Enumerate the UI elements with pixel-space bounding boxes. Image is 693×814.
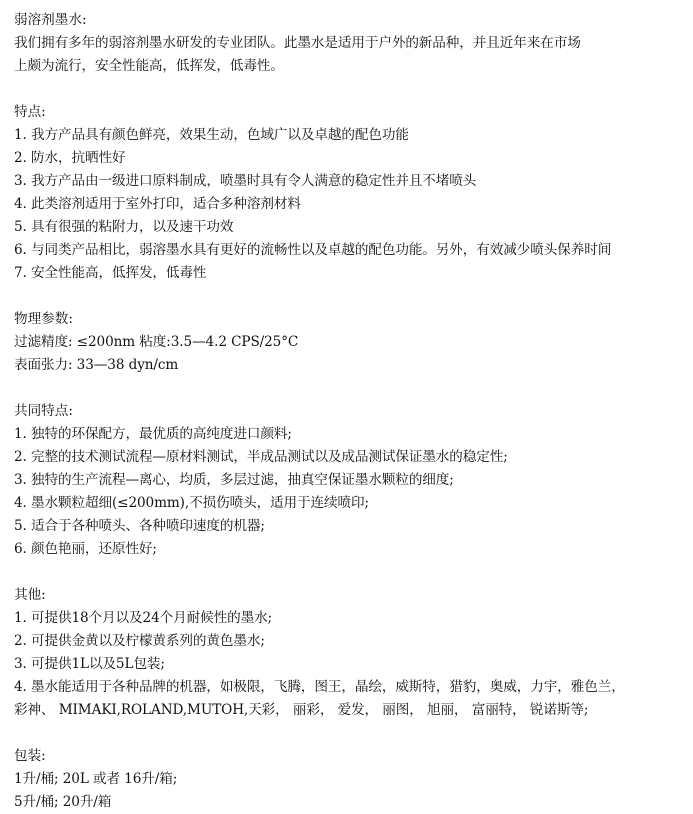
common-item: 5. 适合于各种喷头、各种喷印速度的机器; <box>14 518 265 534</box>
common-item: 4. 墨水颗粒超细(≤200mm),不损伤喷头，适用于连续喷印; <box>14 495 369 511</box>
feature-item: 1. 我方产品具有颜色鲜亮，效果生动，色域广以及卓越的配色功能 <box>14 127 409 143</box>
packing-title: 包装: <box>14 748 46 764</box>
common-title: 共同特点: <box>14 403 73 419</box>
other-item: 3. 可提供1L以及5L包装; <box>14 656 165 672</box>
spacer <box>14 285 693 308</box>
common-item: 1. 独特的环保配方，最优质的高纯度进口颜料; <box>14 426 292 442</box>
other-item: 1. 可提供18个月以及24个月耐候性的墨水; <box>14 610 273 626</box>
physical-line: 过滤精度: ≤200nm 粘度:3.5—4.2 CPS/25°C <box>14 334 299 350</box>
common-item: 2. 完整的技术测试流程—原材料测试，半成品测试以及成品测试保证墨水的稳定性; <box>14 449 508 465</box>
spacer <box>14 78 693 101</box>
packing-line: 1升/桶; 20L 或者 16升/箱; <box>14 771 178 787</box>
intro-title: 弱溶剂墨水: <box>14 12 87 28</box>
feature-item: 3. 我方产品由一级进口原料制成，喷墨时具有令人满意的稳定性并且不堵喷头 <box>14 173 477 189</box>
common-item: 3. 独特的生产流程—离心，均质，多层过滤，抽真空保证墨水颗粒的细度; <box>14 472 454 488</box>
spacer <box>14 722 693 745</box>
intro-line: 上颇为流行，安全性能高，低挥发，低毒性。 <box>14 58 284 74</box>
feature-item: 4. 此类溶剂适用于室外打印，适合多种溶剂材料 <box>14 196 301 212</box>
feature-item: 2. 防水，抗晒性好 <box>14 150 126 166</box>
features-title: 特点: <box>14 104 46 120</box>
spacer <box>14 377 693 400</box>
other-title: 其他: <box>14 587 46 603</box>
feature-item: 6. 与同类产品相比，弱溶墨水具有更好的流畅性以及卓越的配色功能。另外，有效减少喷头保养时间 <box>14 242 612 258</box>
physical-line: 表面张力: 33—38 dyn/cm <box>14 357 179 373</box>
other-item: 彩神、 MIMAKI,ROLAND,MUTOH,天彩， 丽彩， 爱发， 丽图， 旭丽， 富丽特， 锐诺斯等; <box>14 702 589 718</box>
common-item: 6. 颜色艳丽，还原性好; <box>14 541 157 557</box>
feature-item: 7. 安全性能高，低挥发，低毒性 <box>14 265 207 281</box>
other-item: 4. 墨水能适用于各种品牌的机器，如极限，飞腾，图王，晶绘，威斯特，猎豹，奥威，力宇，雅色兰， <box>14 679 625 695</box>
physical-title: 物理参数: <box>14 311 73 327</box>
spacer <box>14 561 693 584</box>
intro-line: 我们拥有多年的弱溶剂墨水研发的专业团队。此墨水是适用于户外的新品种，并且近年来在市场 <box>14 35 581 51</box>
other-item: 2. 可提供金黄以及柠檬黄系列的黄色墨水; <box>14 633 265 649</box>
feature-item: 5. 具有很强的粘附力，以及速干功效 <box>14 219 234 235</box>
packing-line: 5升/桶; 20升/箱 <box>14 794 112 810</box>
